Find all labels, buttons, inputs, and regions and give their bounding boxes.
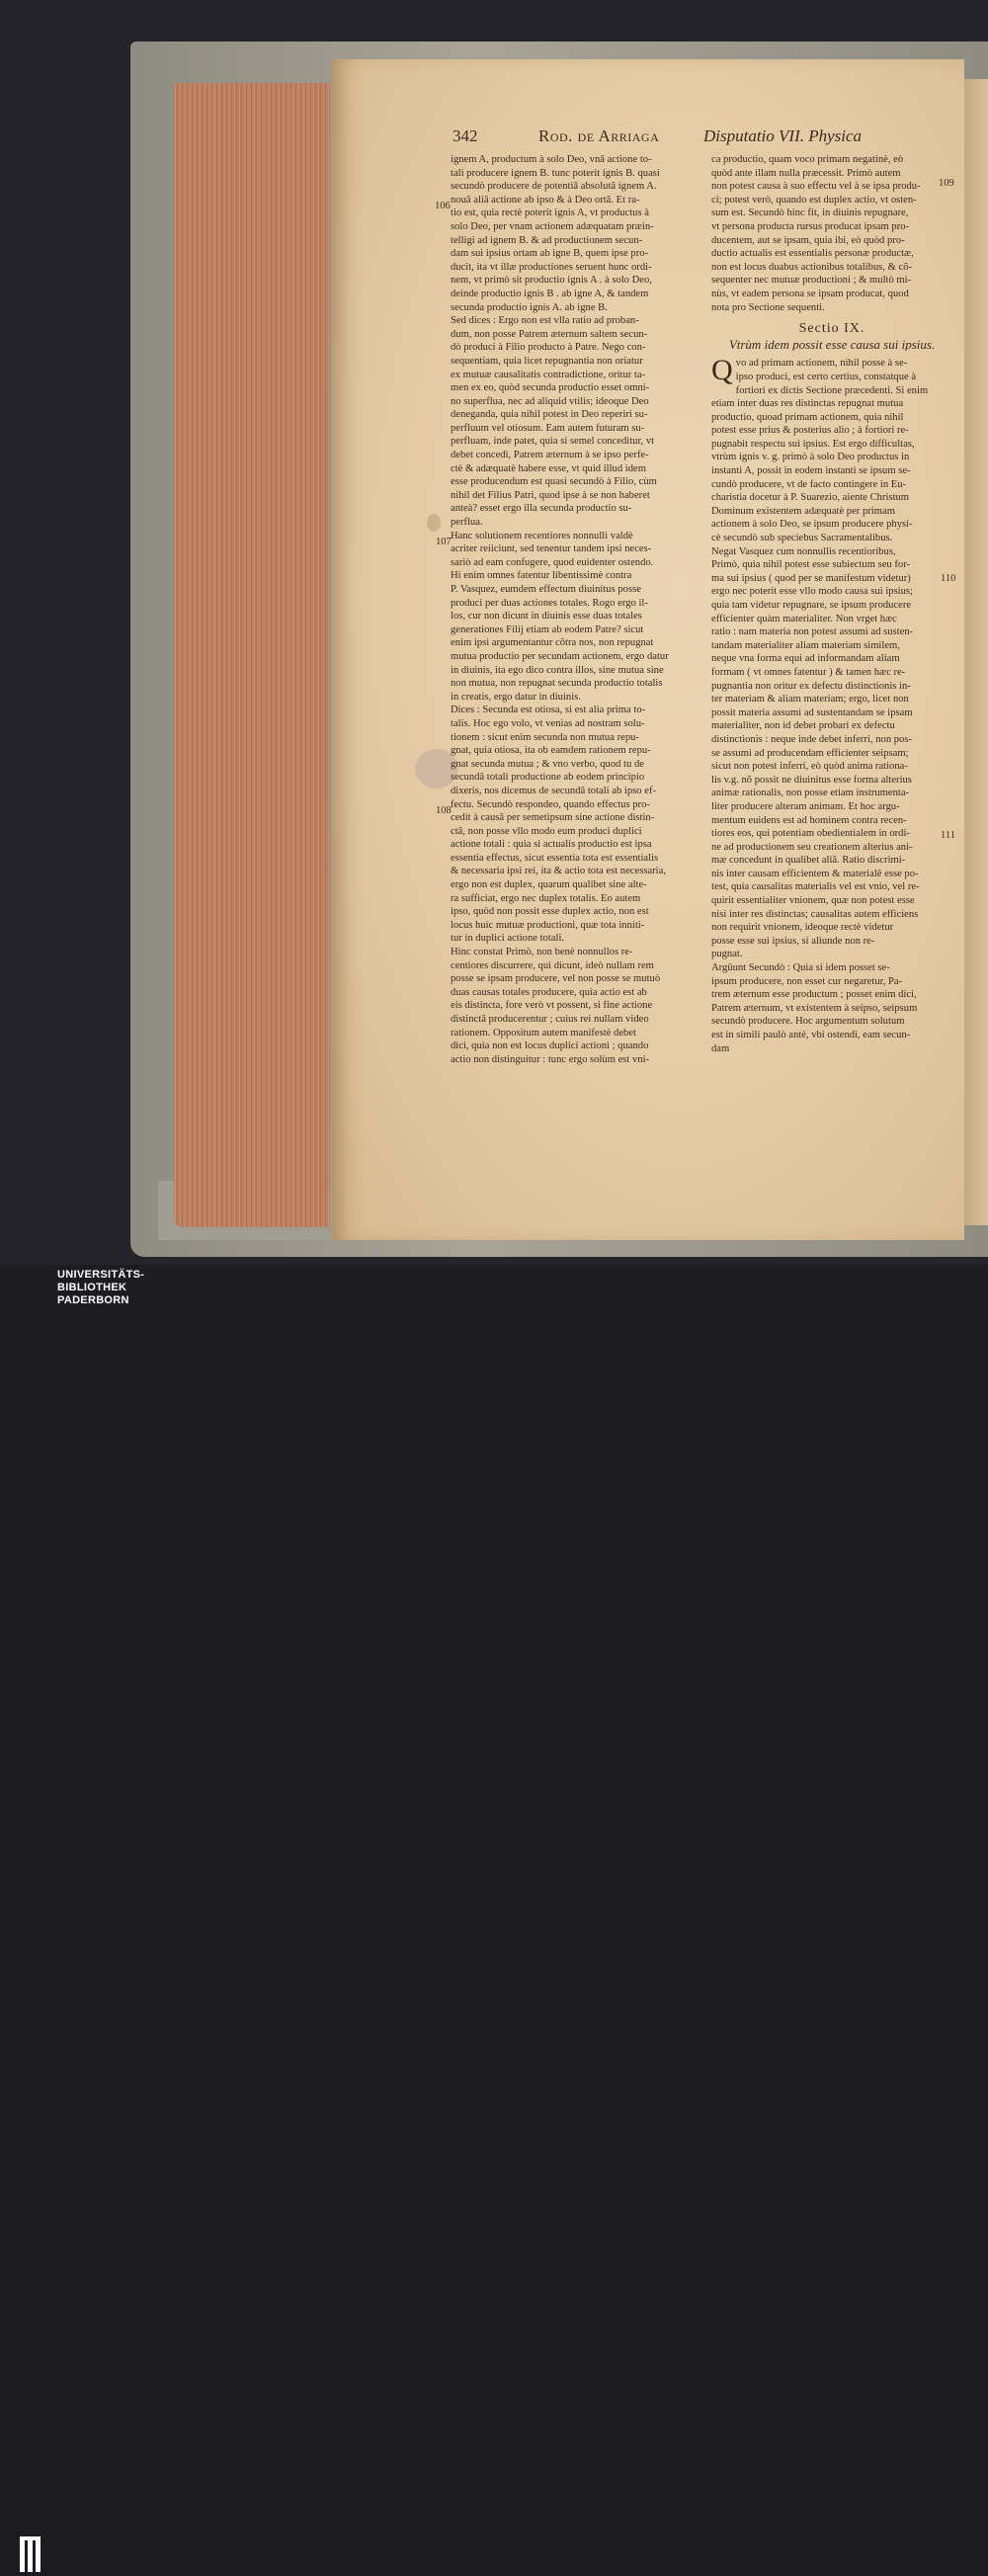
text-line: non requirit vnionem, ideoque rectè videtur bbox=[711, 922, 894, 934]
text-line: vtrùm ignis v. g. primò à solo Deo productus in bbox=[711, 452, 910, 463]
text-line: generationes Filij etiam ab eodem Patre? sicut bbox=[451, 623, 644, 635]
text-line: no superflua, nec ad aliquid vtilis; ideoque Deo bbox=[451, 395, 649, 407]
text-line: produci per duas actiones totales. Rogo ergo il- bbox=[451, 597, 648, 609]
text-line: solo Deo, per vnam actionem adæquatam præin- bbox=[451, 220, 654, 232]
text-line: ter materiam & aliam materiam; ergo, licet non bbox=[711, 694, 909, 706]
text-line: non potest causa à suo effectu vel à se ipsa produ- bbox=[711, 181, 921, 193]
right-text-column bbox=[711, 153, 952, 1055]
text-line: ma sui ipsius ( quod per se manifestum videtur) bbox=[711, 572, 911, 584]
text-line: ignem A, productum à solo Deo, vnâ actione to- bbox=[451, 154, 652, 165]
text-line: men ex eo, quòd secunda productio esset omni- bbox=[451, 382, 650, 394]
text-line: cundò producere, vt de facto contingere in Eu- bbox=[711, 478, 907, 490]
margin-number: 109 bbox=[939, 178, 954, 189]
page-number: 342 bbox=[453, 126, 478, 145]
text-line: dum, non posse Patrem æternum saltem secun- bbox=[451, 328, 648, 340]
text-line: eis distincta, fore verò vt possent, si fine actione bbox=[451, 1000, 653, 1012]
text-line: test, quia causalitas materialis vel est vnio, vel re- bbox=[711, 881, 920, 893]
text-line: pugnabit respectu sui ipsius. Est ergo difficultas, bbox=[711, 438, 915, 450]
text-line: dici, quia non est locus duplici actioni ; quando bbox=[451, 1040, 649, 1052]
text-line: animæ rationalis, non posse etiam instrumenta- bbox=[711, 788, 910, 799]
text-line: ctâ, non posse vllo modo eum produci duplici bbox=[451, 825, 642, 837]
text-line: distinctâ producerentur ; cuius rei nullam video bbox=[451, 1014, 649, 1025]
text-line: sequenter nec mutuæ productioni ; & multò mi- bbox=[711, 275, 912, 287]
text-line: ca productio, quam voco primam negatinè, eò bbox=[711, 154, 904, 165]
text-line: quòd ante illam nulla præcessit. Primò autem bbox=[711, 167, 901, 179]
text-line: Patrem æternum, vt existentem à seipso, seipsum bbox=[711, 1002, 918, 1014]
text-line: talis. Hoc ego volo, vt venias ad nostram solu- bbox=[451, 717, 645, 729]
text-line: distinctionis : neque inde debet inferri, non pos- bbox=[711, 733, 913, 745]
text-line: est in simili paulò antè, vbi ostendi, eam secun- bbox=[711, 1030, 911, 1040]
left-text-column bbox=[451, 153, 702, 1066]
text-line: dam sui ipsius ortam ab igne B, quem ipse pro- bbox=[451, 248, 649, 260]
text-line: productio, quoad primam actionem, quia nihil bbox=[711, 411, 904, 423]
text-line: debet concedi, Patrem æternum à se ipso perfe- bbox=[451, 450, 649, 461]
margin-number: 110 bbox=[941, 573, 956, 584]
text-line: perfluam, inde patet, quia si semel conceditur, vt bbox=[451, 436, 655, 448]
text-line: tiores eos, qui potentiam obedientialem in ordi- bbox=[711, 828, 910, 840]
text-line: vo ad primam actionem, nihil posse à se- bbox=[735, 358, 908, 370]
text-line: quia tam videtur repugnare, se ipsum producere bbox=[711, 600, 912, 611]
text-line: actionem à solo Deo, se ipsum producere physi- bbox=[711, 519, 913, 531]
text-line: sariò ad eam confugere, quod euidenter ostendo. bbox=[451, 556, 654, 568]
text-line: lis v.g. nõ possit ne diuinitus esse forma alterius bbox=[711, 774, 912, 786]
text-line: P. Vasquez, eumdem effectum diuinitus posse bbox=[451, 584, 641, 595]
text-line: & necessaria ipsi rei, ita & actio tota est necessaria, bbox=[451, 866, 666, 877]
text-line: Sed dices : Ergo non est vlla ratio ad proban- bbox=[451, 315, 639, 327]
text-line: sum est. Secundò hinc fit, in diuinis repugnare, bbox=[711, 208, 909, 219]
text-line: ducit, ita vt illæ productiones seruent hunc ordi- bbox=[451, 261, 652, 273]
text-line: Hinc constat Primò, non benè nonnullos re- bbox=[451, 947, 633, 958]
text-line: dam bbox=[711, 1042, 730, 1054]
text-line: nisi inter res distinctas; causalitas autem efficiens bbox=[711, 908, 919, 920]
text-line: Primò, quia nihil potest esse subiectum seu for- bbox=[711, 559, 911, 571]
text-line: tandam materialiter aliam materiam similem, bbox=[711, 639, 900, 651]
text-line: nouâ aliâ actione ab ipso & à Deo ortâ. Et ra- bbox=[451, 194, 640, 206]
text-line: actione totali : quia si actualis productio est ipsa bbox=[451, 839, 652, 851]
text-line: secundò producere. Hoc argumentum solutum bbox=[711, 1016, 905, 1028]
text-line: se assumi ad producendam efficienter seipsam; bbox=[711, 747, 909, 759]
text-line: centiores discurrere, qui dicunt, ideò nullam rem bbox=[451, 959, 654, 971]
text-line: formam ( vt omnes fatentur ) & tamen hæc re- bbox=[711, 666, 906, 678]
text-line: instanti A, possit in eodem instanti se ipsum se- bbox=[711, 465, 911, 477]
text-line: Argûunt Secundò : Quia si idem posset se- bbox=[711, 962, 890, 974]
text-line: esse producendum est quasi secundò à Filio, cùm bbox=[451, 476, 657, 488]
library-name-line2: BIBLIOTHEK bbox=[57, 1282, 127, 1293]
text-line: cedit à causâ per semetipsum sine actione distin- bbox=[451, 812, 655, 824]
text-line: Dominum existentem adæquatè per primam bbox=[711, 505, 895, 517]
text-line: ci; potest verò, quando est duplex actio, vt osten- bbox=[711, 194, 917, 206]
text-line: pugnantia non oritur ex defectu distinctionis in- bbox=[711, 680, 911, 692]
text-line: nota pro Sectione sequenti. bbox=[711, 301, 825, 313]
text-line: actio non distinguitur : tunc ergo solùm est vni- bbox=[451, 1053, 650, 1065]
text-line: gnat, quia otiosa, ita ob eamdem rationem repu- bbox=[451, 745, 651, 757]
text-line: perfluum vel otiosum. Eam autem futuram su- bbox=[451, 422, 645, 434]
text-line: ratio : nam materia non potest assumi ad susten- bbox=[711, 626, 914, 638]
text-line: dò produci à Filio producto à Patre. Nego con- bbox=[451, 342, 646, 354]
text-line: ipsum producere, non esset cur negaretur, Pa- bbox=[711, 975, 903, 987]
text-line: deneganda, quia nihil potest in Deo reperiri su- bbox=[451, 409, 648, 421]
section-title: Sectio IX. bbox=[798, 322, 865, 336]
text-line: charistia docetur à P. Suarezio, aiente Christum bbox=[711, 492, 910, 504]
text-line: ex mutuæ causalitatis contradictione, oritur ta- bbox=[451, 369, 646, 380]
text-line: secundò producere de potentiâ absolutâ ignem A. bbox=[451, 181, 657, 193]
section-subtitle: Vtrùm idem possit esse causa sui ipsius. bbox=[728, 337, 936, 352]
text-line: ergo non est duplex, quarum qualibet sine alte- bbox=[451, 879, 647, 891]
library-footer bbox=[0, 1265, 988, 1314]
text-line: etiam inter duas res distinctas repugnat mutua bbox=[711, 398, 904, 410]
facing-page-edge bbox=[960, 79, 988, 1225]
running-author: Rod. de Arriaga bbox=[538, 126, 660, 145]
text-line: essentia effectus, sicut essentia tota est essentialis bbox=[451, 852, 659, 864]
text-line: neque vna forma equi ad informandam aliam bbox=[711, 653, 900, 665]
text-line: trem æternum esse productum ; posset enim dici, bbox=[711, 989, 917, 1001]
page-spot bbox=[427, 514, 441, 532]
text-line: ipso, quòd non possit esse duplex actio, non est bbox=[451, 906, 649, 918]
text-line: non est locus duabus actionibus totalibus, & cõ- bbox=[711, 261, 913, 273]
text-line: anteà? esset ergo illa secunda productio su- bbox=[451, 503, 632, 515]
text-line: ducentem, aut se ipsam, quia ibi, eò quòd pro- bbox=[711, 234, 905, 246]
margin-number: 107 bbox=[436, 537, 452, 547]
text-line: secunda productio ignis A. ab igne B. bbox=[451, 301, 608, 313]
text-line: cè secundò sub speciebus Sacramentalibus. bbox=[711, 533, 893, 544]
drop-cap: Q bbox=[711, 354, 733, 387]
section-body bbox=[711, 354, 952, 1055]
text-line: possit materia assumi ad sustentandam se ipsam bbox=[711, 706, 913, 718]
text-line: gnat secunda mutua ; & vno verbo, quod tu de bbox=[451, 758, 644, 770]
text-line: non mutua, non repugnat secunda productio totalis bbox=[451, 678, 663, 690]
text-line: nihil det Filius Patri, quod ipse à se non haberet bbox=[451, 489, 650, 501]
page-edges bbox=[174, 83, 330, 1227]
text-line: acriter reiiciunt, sed tenentur tandem ipsi neces- bbox=[451, 543, 652, 555]
running-title: Disputatio VII. Physica bbox=[703, 126, 863, 145]
text-line: ergo nec poterit esse vllo modo causa sui ipsius; bbox=[711, 586, 913, 598]
text-line: in creatis, ergo datur in diuinis. bbox=[451, 691, 581, 703]
text-line: fectu. Secundò respondeo, quando effectus pro- bbox=[451, 798, 650, 810]
text-line: Hanc solutionem recentiores nonnulli valdè bbox=[451, 530, 633, 541]
text-line: duas causas totales producere, quia actio est ab bbox=[451, 986, 647, 998]
text-line: quirit essentialiter vnionem, quæ non potest esse bbox=[711, 895, 915, 907]
library-logo-icon bbox=[18, 2533, 47, 2576]
text-line: liter producere alteram animam. Et hoc argu- bbox=[711, 800, 900, 812]
text-line: nem, vt primò sit productio ignis A . à solo Deo, bbox=[451, 275, 652, 287]
text-line: Hi enim omnes fatentur libentissimè contra bbox=[451, 570, 632, 582]
text-line: materialiter, non id debet probari ex defectu bbox=[711, 720, 895, 732]
text-line: perflua. bbox=[451, 517, 483, 529]
text-line: potest esse prius & posterius alio ; à fortiori re- bbox=[711, 425, 909, 437]
text-line: tionem : sicut enim secunda non mutua repu- bbox=[451, 731, 639, 743]
text-line: pugnat. bbox=[711, 949, 743, 960]
text-line: efficienter quàm materialiter. Non vrget hæc bbox=[711, 613, 897, 624]
text-line: deinde productio ignis B . ab igne A, & tandem bbox=[451, 288, 649, 299]
margin-number: 108 bbox=[436, 805, 452, 816]
text-line: mæ concedunt in qualibet aliâ. Ratio discrimi- bbox=[711, 855, 906, 867]
library-name-line1: UNIVERSITÄTS- bbox=[57, 1269, 145, 1281]
text-line: dixeris, nos dicemus de secundâ totali ab ipso ef- bbox=[451, 785, 656, 796]
text-line: in diuinis, ita ego dico contra illos, sine mutua sine bbox=[451, 664, 664, 676]
text-line: Negat Vasquez cum nonnullis recentioribus, bbox=[711, 545, 896, 557]
text-line: posse se ipsam producere, vel non posse se mutuò bbox=[451, 973, 661, 985]
text-line: los, cur non dicunt in diuinis esse duas totales bbox=[451, 611, 642, 623]
margin-number: 111 bbox=[941, 830, 955, 841]
book-scan bbox=[0, 0, 988, 1265]
text-line: ra sufficiat, ergo nec duplex totalis. Eo autem bbox=[451, 892, 641, 904]
text-line: mentum euidens est ad hominem contra recen- bbox=[711, 814, 907, 826]
margin-number: 106 bbox=[435, 201, 451, 211]
text-line: locus huic mutuæ productioni, quæ tota inniti- bbox=[451, 919, 645, 931]
text-line: tali producere ignem B. tunc poterit ignis B. quasi bbox=[451, 167, 660, 179]
text-line: secundâ totali productione ab eodem principio bbox=[451, 772, 645, 784]
text-line: posse esse sui ipsius, si aliunde non re- bbox=[711, 935, 875, 947]
text-line: vt persona producta rursus producat ipsam pro- bbox=[711, 220, 910, 232]
text-line: fortiori ex dictis Sectione præcedenti. Si enim bbox=[735, 384, 929, 396]
text-line: ctè & adæquatè habere esse, vt quid illud idem bbox=[451, 462, 646, 474]
right-column-continuation bbox=[711, 153, 952, 314]
text-line: enim ipsi argumentantur cõtra nos, non repugnat bbox=[451, 637, 654, 649]
text-line: ductio actualis est essentialis personæ productæ, bbox=[711, 248, 914, 260]
text-line: ne ad productionem seu creationem alterius ani- bbox=[711, 841, 913, 853]
text-line: rationem. Oppositum autem manifestè debet bbox=[451, 1027, 636, 1039]
text-line: sequentiam, quia licet repugnantia non oriatur bbox=[451, 355, 643, 367]
text-line: sicut non potest inferri, eò quòd anima rationa- bbox=[711, 761, 908, 773]
library-name-line3: PADERBORN bbox=[57, 1294, 129, 1306]
text-line: Dices : Secunda est otiosa, si est alia prima to- bbox=[451, 705, 646, 716]
text-line: nis inter causam efficientem & materialē esse po- bbox=[711, 868, 919, 879]
text-line: tur in duplici actione totali. bbox=[451, 933, 565, 945]
text-line: mutua productio per secundam actionem, ergo datur bbox=[451, 650, 669, 662]
text-line: nùs, vt eadem persona se ipsam producat, quod bbox=[711, 288, 909, 299]
text-line: ipso produci, est certo certius, constatque à bbox=[735, 371, 917, 382]
text-line: telligi ad ignem B. & ad productionem secun- bbox=[451, 234, 643, 246]
text-line: tio est, quia rectè poterit ignis A, vt productus à bbox=[451, 208, 649, 219]
